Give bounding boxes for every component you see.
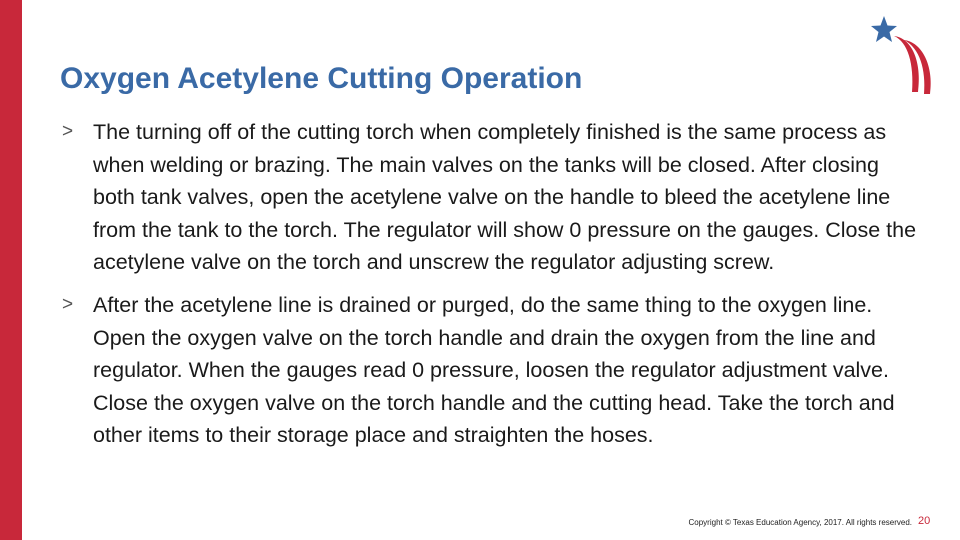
bullet-item-1 — [62, 116, 924, 279]
page-number: 20 — [918, 515, 931, 527]
star-icon — [871, 16, 897, 42]
bullet-marker: > — [62, 293, 74, 315]
tea-star-logo-icon — [868, 14, 938, 96]
copyright-footer: Copyright © Texas Education Agency, 2017. All rights reserved. — [688, 518, 912, 527]
bullet-text: The turning off of the cutting torch when completely finished is the same process as when welding or brazing. The main valves on the tanks will be closed. After closing both tank valves, open the acetylene valve on the handle to bleed the acetylene line from the tank to the torch. The regulator will show 0 pressure on the gauges. Close the acetylene valve on the torch and unscrew the regulator adjusting screw. — [93, 120, 917, 275]
bullet-item-2 — [62, 289, 924, 452]
left-accent-bar — [0, 0, 22, 540]
bullet-marker: > — [62, 121, 74, 142]
bullet-list — [62, 116, 924, 462]
bullet-text: After the acetylene line is drained or purged, do the same thing to the oxygen line. Open the oxygen valve on the torch handle and drain the oxygen from the line and regulator. When the gauges read 0 pressure, loosen the regulator adjustment valve. Close the oxygen valve on the torch handle and the cutting head. Take the torch and other items to their storage place and straighten the hoses. — [93, 292, 895, 448]
slide-title: Oxygen Acetylene Cutting Operation — [60, 62, 583, 95]
stripe-1 — [894, 36, 919, 92]
